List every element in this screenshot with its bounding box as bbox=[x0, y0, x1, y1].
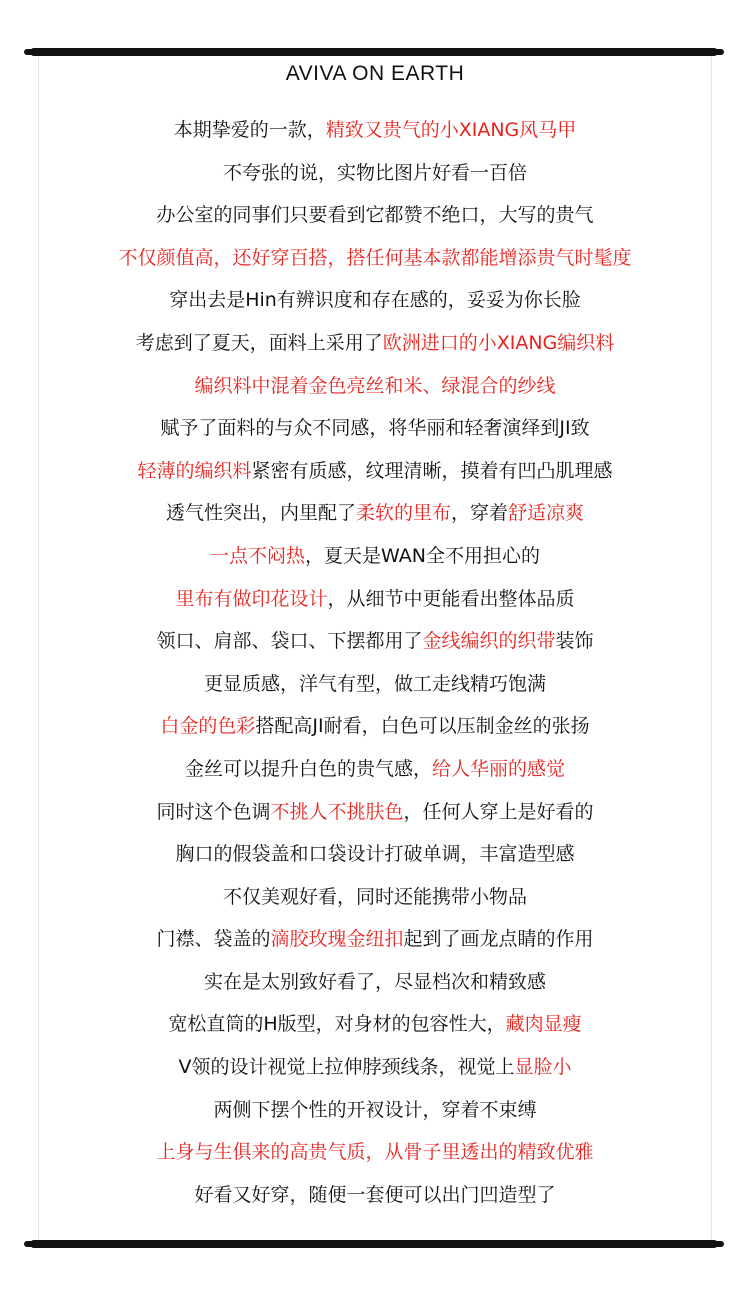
body-text: 本期挚爱的一款， bbox=[173, 119, 326, 141]
highlighted-text: 藏肉显瘦 bbox=[505, 1013, 582, 1036]
body-text: 起到了画龙点睛的作用 bbox=[403, 928, 594, 951]
body-text: 同时这个色调 bbox=[156, 800, 271, 823]
body-text: ，从细节中更能看出整体品质 bbox=[327, 587, 575, 610]
top-scroll-rod bbox=[30, 48, 718, 56]
body-text: 装饰 bbox=[555, 630, 594, 653]
text-line bbox=[0, 918, 750, 961]
highlighted-text: 柔软的里布 bbox=[355, 502, 451, 525]
text-line bbox=[0, 109, 750, 152]
text-line bbox=[0, 1131, 750, 1174]
body-text: 办公室的同事们只要看到它都赞不绝口，大写的贵气 bbox=[156, 204, 594, 227]
text-line bbox=[0, 833, 750, 876]
text-line bbox=[0, 365, 750, 408]
highlighted-text: 编织料中混着金色亮丝和米、绿混合的纱线 bbox=[194, 374, 556, 397]
text-line bbox=[0, 620, 750, 663]
text-line bbox=[0, 279, 750, 322]
bottom-scroll-rod bbox=[30, 1240, 718, 1248]
body-text: 穿出去是Hin有辨识度和存在感的，妥妥为你长脸 bbox=[169, 289, 581, 312]
text-line bbox=[0, 322, 750, 365]
text-line bbox=[0, 194, 750, 237]
text-line bbox=[0, 1174, 750, 1217]
text-line bbox=[0, 663, 750, 706]
text-line bbox=[0, 1003, 750, 1046]
text-line bbox=[0, 152, 750, 195]
body-text: 赋予了面料的与众不同感，将华丽和轻奢演绎到JI致 bbox=[160, 417, 590, 440]
body-text: ，夏天是WAN全不用担心的 bbox=[305, 544, 540, 567]
highlighted-text: 白金的色彩 bbox=[160, 715, 256, 738]
highlighted-text: 金线编织的织带 bbox=[422, 630, 556, 653]
highlighted-text: 滴胶玫瑰金纽扣 bbox=[270, 928, 404, 951]
body-text: 胸口的假袋盖和口袋设计打破单调，丰富造型感 bbox=[175, 843, 575, 866]
text-line bbox=[0, 1089, 750, 1132]
body-text: ，任何人穿上是好看的 bbox=[403, 800, 594, 823]
highlighted-text: 显脸小 bbox=[514, 1056, 572, 1079]
text-line bbox=[0, 450, 750, 493]
body-text: 两侧下摆个性的开衩设计，穿着不束缚 bbox=[213, 1098, 537, 1121]
highlighted-text: 欧洲进口的小XIANG编织料 bbox=[382, 331, 615, 354]
text-line bbox=[0, 961, 750, 1004]
highlighted-text: 轻薄的编织料 bbox=[137, 459, 252, 482]
text-line bbox=[0, 535, 750, 578]
highlighted-text: 舒适凉爽 bbox=[508, 502, 585, 525]
body-text: ，穿着 bbox=[451, 502, 509, 525]
text-line bbox=[0, 748, 750, 791]
text-line bbox=[0, 492, 750, 535]
body-text: 透气性突出，内里配了 bbox=[165, 502, 356, 525]
body-text: 金丝可以提升白色的贵气感， bbox=[184, 757, 432, 780]
body-text: 好看又好穿，随便一套便可以出门凹造型了 bbox=[194, 1183, 556, 1206]
page-title: AVIVA ON EARTH bbox=[285, 62, 465, 85]
body-text: 更显质感，洋气有型，做工走线精巧饱满 bbox=[203, 672, 546, 695]
body-text: V领的设计视觉上拉伸脖颈线条，视觉上 bbox=[178, 1056, 515, 1079]
text-line bbox=[0, 705, 750, 748]
highlighted-text: 给人华丽的感觉 bbox=[432, 757, 566, 780]
text-line bbox=[0, 237, 750, 280]
highlighted-text: 不仅颜值高，还好穿百搭，搭任何基本款都能增添贵气时髦度 bbox=[118, 246, 632, 269]
text-line bbox=[0, 791, 750, 834]
body-text: 搭配高JI耐看，白色可以压制金丝的张扬 bbox=[255, 715, 590, 738]
body-text: 宽松直筒的H版型，对身材的包容性大， bbox=[168, 1013, 506, 1036]
text-line bbox=[0, 578, 750, 621]
body-text: 考虑到了夏天，面料上采用了 bbox=[135, 331, 383, 354]
description-lines bbox=[0, 109, 750, 1216]
highlighted-text: 里布有做印花设计 bbox=[175, 587, 328, 610]
body-text: 不夸张的说，实物比图片好看一百倍 bbox=[222, 161, 527, 184]
highlighted-text: 不挑人不挑肤色 bbox=[270, 800, 404, 823]
body-text: 领口、肩部、袋口、下摆都用了 bbox=[156, 630, 423, 653]
text-line bbox=[0, 1046, 750, 1089]
highlighted-text: 一点不闷热 bbox=[210, 544, 306, 567]
body-text: 不仅美观好看，同时还能携带小物品 bbox=[222, 885, 527, 908]
highlighted-text: 精致又贵气的小XIANG风马甲 bbox=[325, 119, 577, 141]
body-text: 紧密有质感，纹理清晰，摸着有凹凸肌理感 bbox=[251, 459, 613, 482]
body-text: 实在是太别致好看了，尽显档次和精致感 bbox=[203, 970, 546, 993]
text-line bbox=[0, 876, 750, 919]
text-line bbox=[0, 407, 750, 450]
highlighted-text: 上身与生俱来的高贵气质，从骨子里透出的精致优雅 bbox=[156, 1141, 594, 1164]
body-text: 门襟、袋盖的 bbox=[156, 928, 271, 951]
